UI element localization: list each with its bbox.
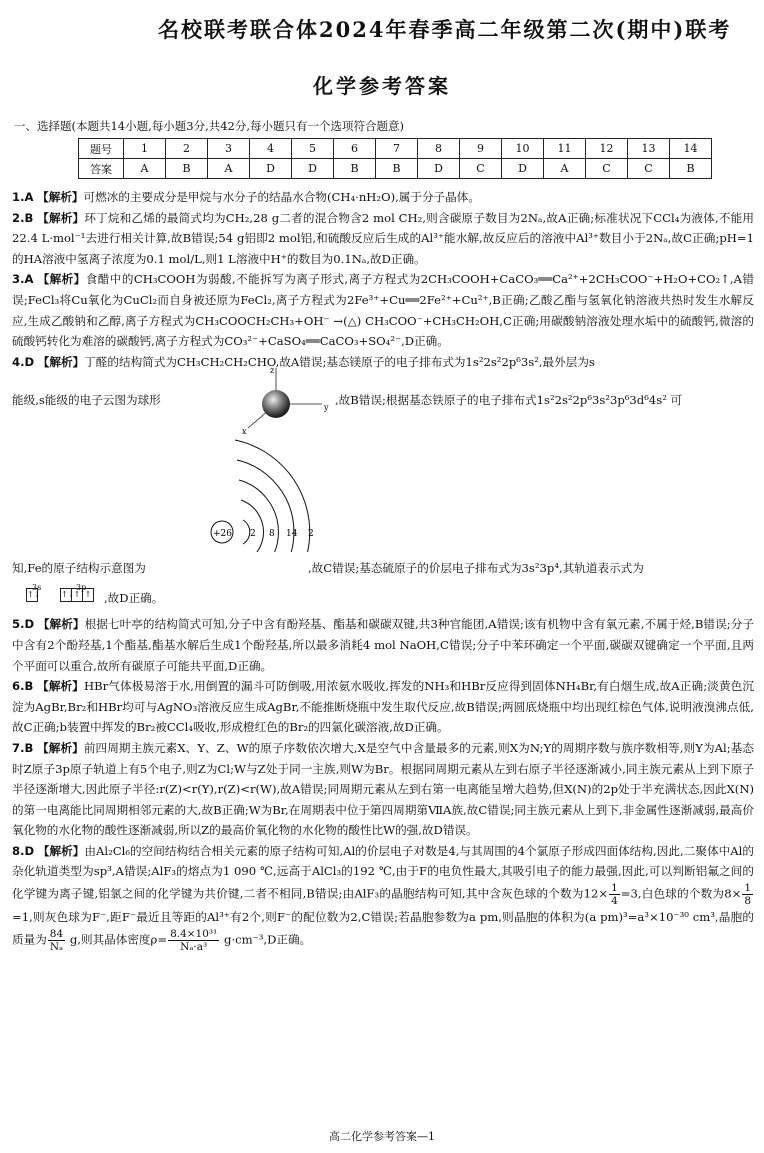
fraction-1-4: $\frac{1}{4}$: [611, 882, 618, 908]
question-number-cell: 5: [292, 139, 334, 159]
answer-cell: C: [586, 159, 628, 179]
table-row-numbers: [79, 139, 712, 159]
answer-cell: B: [166, 159, 208, 179]
fe-atom-structure-diagram: [209, 428, 329, 552]
exam-title: 名校联考联合体2024年春季高二年级第二次(期中)联考: [158, 17, 732, 42]
solution-q4-fe-row: 知,Fe的原子结构示意图为 ,故C错误;基态硫原子的价层电子排布式为3s²3p⁴,其轨道表示式为 3s ↑↓ 3p ↑↓↑ ↑ ,故D正确。: [12, 558, 754, 602]
answer-cell: D: [418, 159, 460, 179]
solution-q7: 7.B 【解析】前四周期主族元素X、Y、Z、W的原子序数依次增大,X是空气中含量最多的元素,则X为N;Y的周期序数与族序数相等,则Y为Al;基态时Z原子3p原子轨道上有5个电子,则Z为Cl;W与Z处于同一主族,则W为Br。根据同周期元素从左到右原子半径逐渐减小,同主族元素从上到下原子半径逐渐增大,因此原子半径:r(Z)<r(Y),r(Z)<r(W),故A错误;同周期元素从左到右第一电离能呈增大趋势,但X(N)的2p处于半充满状态,因此X(N)的第一电离能比同周期相邻元素的大,故B正确;W为Br,在周期表中位于第四周期第ⅦA族,故C错误;同主族元素从上到下,非金属性逐渐减弱,最高价氧化物的水化物的酸性逐渐减弱,所以Z的最高价氧化物的水化物的酸性比W的强,故D错误。: [12, 740, 754, 838]
nucleus-charge: +26: [213, 529, 232, 540]
orbital-cell: ↑↓: [26, 588, 38, 602]
answer-cell: C: [460, 159, 502, 179]
fraction-1-8: $\frac{1}{8}$: [744, 882, 751, 908]
solution-q4-atom-row: [12, 428, 754, 558]
solution-q3: 3.A 【解析】食醋中的CH₃COOH为弱酸,不能拆写为离子形式,离子方程式为2CH₃COOH+CaCO₃══Ca²⁺+2CH₃COO⁻+H₂O+CO₂↑,A错误;FeCl₃将Cu氧化为CuCl₂而自身被还原为FeCl₂,离子方程式为2Fe³⁺+Cu══2Fe²⁺+Cu²⁺,B正确;乙酸乙酯与氢氧化钠溶液共热时发生水解反应,生成乙酸钠和乙醇,离子方程式为CH₃COOCH₂CH₃+OH⁻ →(△) CH₃COO⁻+CH₃CH₂OH,C正确;用碳酸钠溶液处理水垢中的硫酸钙,微溶的硫酸钙转化为难溶的碳酸钙,离子方程式为CO₃²⁻+CaSO₄══CaCO₃+SO₄²⁻,D正确。: [12, 272, 754, 349]
answer-cell: D: [292, 159, 334, 179]
question-number-cell: 2: [166, 139, 208, 159]
shell-4: 2: [308, 529, 314, 540]
answer-cell: C: [628, 159, 670, 179]
question-number-cell: 7: [376, 139, 418, 159]
answer-cell: A: [544, 159, 586, 179]
axis-y-label: y: [324, 403, 329, 413]
solution-q2: 2.B 【解析】环丁烷和乙烯的最简式均为CH₂,28 g二者的混合物含2 mol CH₂,则含碳原子数目为2Nₐ,故A正确;标准状况下CCl₄为液体,不能用22.4 L·mol⁻¹去进行相关计算,故B错误;54 g铝即2 mol铝,和硫酸反应后生成的Al³⁺能水解,故反应后的溶液中Al³⁺数目小于2Nₐ,故C正确;pH=1的HA溶液中氢离子浓度为0.1 mol/L,则1 L溶液中H⁺的数目为0.1Nₐ,故D正确。: [12, 210, 754, 266]
solution-q6: 6.B 【解析】HBr气体极易溶于水,用倒置的漏斗可防倒吸,用浓氨水吸收,挥发的NH₃和HBr反应得到固体NH₄Br,有白烟生成,故A正确;淡黄色沉淀为AgBr,Br₂和HBr均可与AgNO₃溶液反应生成AgBr,不能推断烧瓶中发生取代反应,故B错误;两圆底烧瓶中均出现红棕色气体,说明液溴沸点低,故C正确;b装置中挥发的Br₂被CCl₄吸收,形成橙红色的Br₂的四氯化碳溶液,故D正确。: [12, 679, 754, 735]
shell-2: 8: [269, 529, 275, 540]
answer-cell: B: [376, 159, 418, 179]
page-footer: 高二化学参考答案—1: [329, 1130, 435, 1143]
table-header-cell: 答案: [79, 159, 124, 179]
question-number-cell: 4: [250, 139, 292, 159]
solution-q4-orbital-row: 能级,s能级的电子云图为球形 z y x ,故B错误;根据基态铁原子的电子排布式1s²2s²2p⁶3s²3p⁶3d⁶4s² 可: [12, 366, 683, 437]
fraction-mass: $\frac{84}{\text{Nₐ}}$: [49, 927, 64, 953]
answer-table: [78, 138, 712, 179]
question-number-cell: 3: [208, 139, 250, 159]
orbital-cell: ↑↓: [60, 588, 72, 602]
question-number-cell: 10: [502, 139, 544, 159]
axis-z-label: z: [270, 366, 275, 376]
answer-cell: B: [670, 159, 712, 179]
answer-cell: A: [208, 159, 250, 179]
solution-q4: 4.D 【解析】丁醛的结构简式为CH₃CH₂CH₂CHO,故A错误;基态镁原子的电子排布式为1s²2s²2p⁶3s²,最外层为s: [12, 354, 595, 369]
solution-q5: 5.D 【解析】根据七叶亭的结构简式可知,分子中含有酚羟基、酯基和碳碳双键,共3种官能团,A错误;该有机物中含有氧元素,不属于烃,B错误;分子中含有2个酚羟基,1个酯基,酯基水解后生成1个酚羟基,所以最多消耗4 mol NaOH,C错误;分子中苯环确定一个平面,碳碳双键确定一个平面,且两个平面可以重合,故所有碳原子可能共平面,D正确。: [12, 617, 754, 673]
table-row-answers: [79, 159, 712, 179]
table-header-cell: 题号: [79, 139, 124, 159]
s-orbital-sphere-image: [238, 364, 334, 438]
orbital-diagram-3s: 3s ↑↓: [26, 588, 37, 609]
question-number-cell: 12: [586, 139, 628, 159]
shell-1: 2: [250, 529, 256, 540]
page-title: 化学参考答案: [313, 74, 451, 98]
shell-3: 14: [286, 529, 298, 540]
section-heading: 一、选择题(本题共14小题,每小题3分,共42分,每小题只有一个选项符合题意): [14, 119, 405, 133]
question-number-cell: 9: [460, 139, 502, 159]
axis-x-label: x: [242, 427, 247, 437]
orbital-cell: ↑: [82, 588, 94, 602]
answer-cell: A: [124, 159, 166, 179]
question-number-cell: 11: [544, 139, 586, 159]
question-number-cell: 1: [124, 139, 166, 159]
orbital-cell: ↑: [71, 588, 83, 602]
solution-q8: 8.D 【解析】由Al₂Cl₆的空间结构结合相关元素的原子结构可知,Al的价层电子对数是4,与其周围的4个氯原子形成四面体结构,因此,二聚体中Al的杂化轨道类型为sp³,A错误;AlF₃的熔点为1 090 ℃,远高于AlCl₃的192 ℃,由于F的电负性最大,其吸引电子的能力最强,因此,可以判断铝氟之间的化学键为离子键,铝氯之间的化学键为共价键,二者不相同,B错误;由AlF₃的晶胞结构可知,其中含灰色球的个数为12× $\frac{1}{4}$ =3,白色球的个数为8× $\frac{1}{8}$ =1,则灰色球为F⁻,距F⁻最近且等距的Al³⁺有2个,则F⁻的配位数为2,C错误;若晶胞参数为a pm,则晶胞的体积为(a pm)³=a³×10⁻³⁰ cm³,晶胞的质量为 $\frac{84}{\text{Nₐ}}$ g,则其晶体密度ρ= $\frac{\text{8.4×10³¹}}{\text{Nₐ·a³}}$ g·cm⁻³,D正确。: [12, 843, 754, 953]
question-number-cell: 13: [628, 139, 670, 159]
answer-cell: B: [334, 159, 376, 179]
answer-cell: D: [502, 159, 544, 179]
question-number-cell: 14: [670, 139, 712, 159]
orbital-diagram-3p: 3p ↑↓↑ ↑: [60, 588, 93, 609]
solutions-body: [12, 187, 754, 953]
question-number-cell: 8: [418, 139, 460, 159]
question-number-cell: 6: [334, 139, 376, 159]
solution-q1: 1.A 【解析】可燃冰的主要成分是甲烷与水分子的结晶水合物(CH₄·nH₂O),属于分子晶体。: [12, 190, 480, 204]
answer-cell: D: [250, 159, 292, 179]
fraction-density: $\frac{\text{8.4×10³¹}}{\text{Nₐ·a³}}$: [170, 927, 218, 953]
